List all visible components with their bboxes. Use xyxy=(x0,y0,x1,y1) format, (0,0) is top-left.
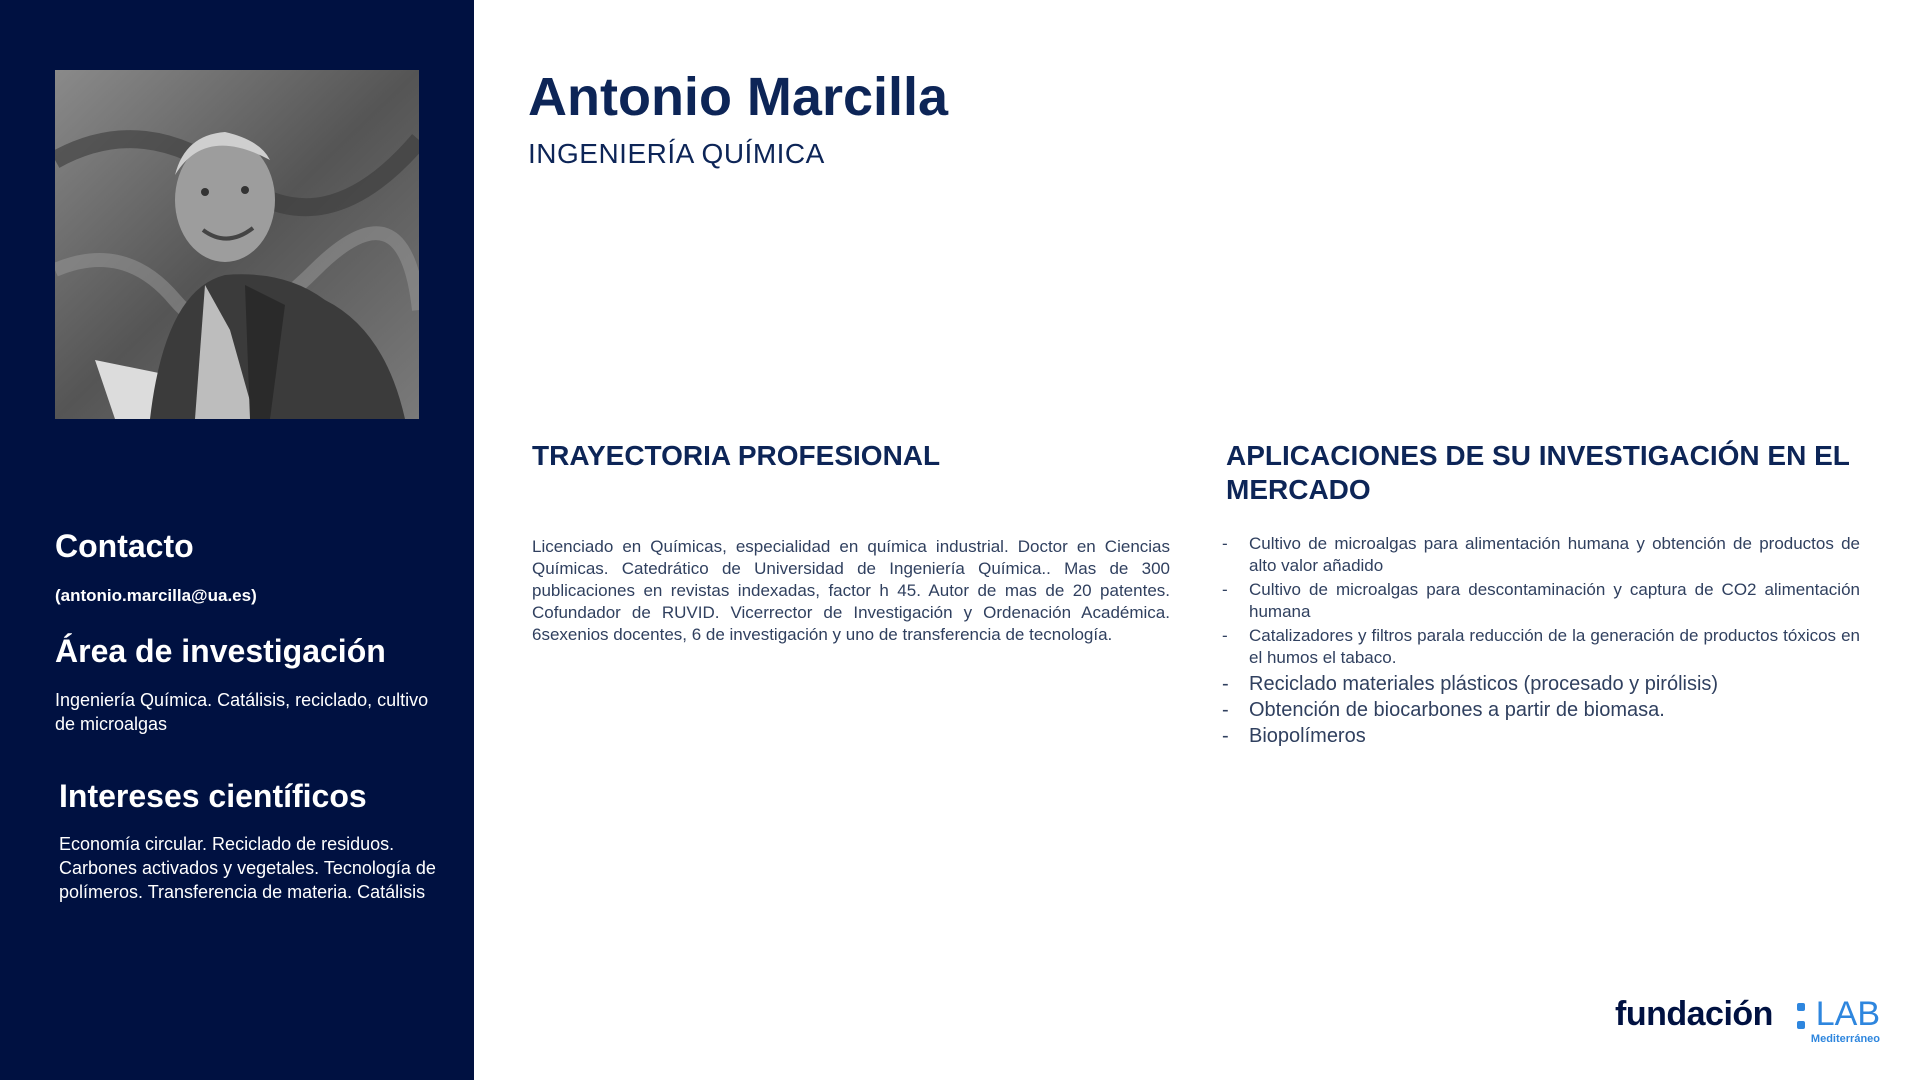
scientific-interests-heading: Intereses científicos xyxy=(59,778,367,814)
list-item-text: Catalizadores y filtros parala reducción de la generación de productos tóxicos en el humos el tabaco. xyxy=(1249,626,1860,667)
sidebar xyxy=(0,0,474,1080)
profile-name: Antonio Marcilla xyxy=(528,67,949,127)
trayectoria-heading: TRAYECTORIA PROFESIONAL xyxy=(532,440,941,471)
list-item xyxy=(1222,697,1860,723)
logo-main-text: fundación xyxy=(1615,995,1773,1033)
bullet-dash: - xyxy=(1222,673,1229,695)
trayectoria-text: Licenciado en Químicas, especialidad en química industrial. Doctor en Ciencias Químicas. Catedrático de Universidad de Ingeniería Química.. Mas de 300 publicaciones en revistas indexadas, factor h 45. Autor de mas de 20 patentes. Cofundador de RUVID. Vicerrector de Investigación y Ordenación Académica. 6sexenios docentes, 6 de investigación y uno de transferencia de tecnología. xyxy=(532,537,1170,644)
bullet-dash: - xyxy=(1222,580,1228,599)
list-item-text: Biopolímeros xyxy=(1249,725,1366,747)
bullet-dash: - xyxy=(1222,534,1228,553)
list-item-text: Reciclado materiales plásticos (procesado y pirólisis) xyxy=(1249,673,1719,695)
fundacion-lab-logo xyxy=(1615,995,1880,1045)
list-item xyxy=(1222,579,1860,623)
list-item xyxy=(1222,533,1860,577)
aplicaciones-list xyxy=(1222,533,1860,749)
list-item-text: Obtención de biocarbones a partir de biomasa. xyxy=(1249,699,1665,721)
logo-colon-icon xyxy=(1797,1003,1807,1031)
research-area-heading: Área de investigación xyxy=(55,633,386,669)
list-item-text: Cultivo de microalgas para alimentación humana y obtención de productos de alto valor añadido xyxy=(1249,534,1860,575)
bullet-dash: - xyxy=(1222,626,1228,645)
list-item xyxy=(1222,671,1860,697)
scientific-interests-text: Economía circular. Reciclado de residuos. Carbones activados y vegetales. Tecnología de polímeros. Transferencia de materia. Catálisis xyxy=(59,834,436,902)
bullet-dash: - xyxy=(1222,699,1229,721)
profile-photo xyxy=(55,70,419,419)
contact-heading: Contacto xyxy=(55,528,194,564)
bullet-dash: - xyxy=(1222,725,1229,747)
list-item xyxy=(1222,723,1860,749)
aplicaciones-heading: APLICACIONES DE SU INVESTIGACIÓN EN EL MERCADO xyxy=(1226,440,1850,505)
list-item-text: Cultivo de microalgas para descontaminación y captura de CO2 alimentación humana xyxy=(1249,580,1860,621)
profile-department: INGENIERÍA QUÍMICA xyxy=(528,138,825,169)
research-area-text: Ingeniería Química. Catálisis, reciclado, cultivo de microalgas xyxy=(55,690,429,734)
logo-subtitle: Mediterráneo xyxy=(1810,1033,1880,1045)
logo-lab-text: LAB xyxy=(1815,995,1880,1033)
contact-email[interactable]: (antonio.marcilla@ua.es) xyxy=(55,586,257,605)
list-item xyxy=(1222,625,1860,669)
